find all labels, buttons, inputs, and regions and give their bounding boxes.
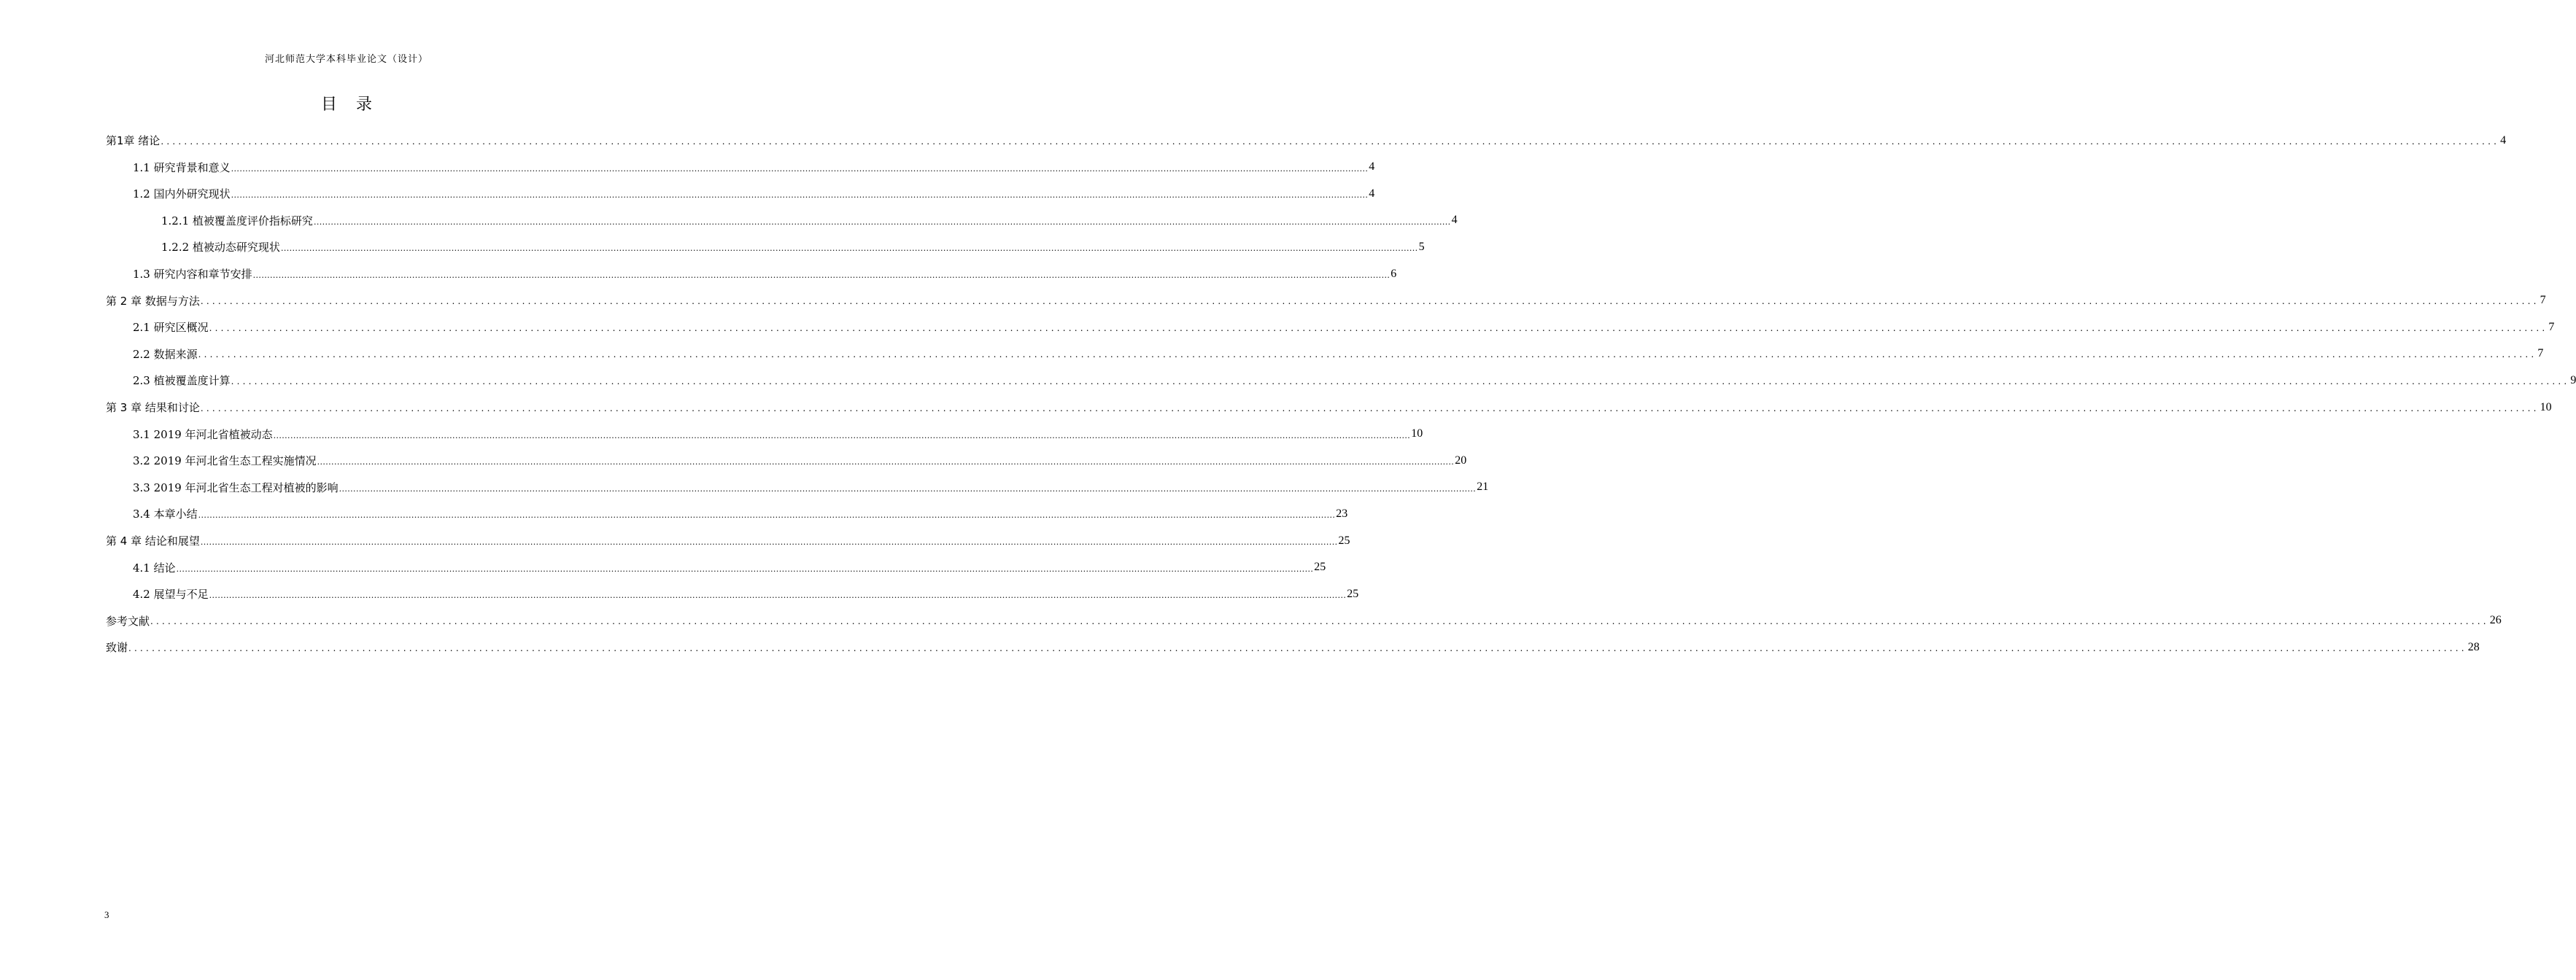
toc-entry-label: 3.2 2019 年河北省生态工程实施情况 [133,454,317,468]
toc-leader-dots: ................................................................................................................................................................................................................................................................................................................................................................................................................ [231,163,1369,174]
toc-entry-label: 3.4 本章小结 [133,508,198,521]
toc-leader-dots: ................................................................................................................................................................................................................................................................................................................................................................................................................ [280,244,1418,254]
toc-leader-dots: ................................................................................................................................................................................................................................................................................................................................................................................................................ [198,349,2537,360]
toc-leader-dots: ................................................................................................................................................................................................................................................................................................................................................................................................................ [209,322,2548,333]
toc-entry-label: 2.2 数据来源 [133,347,198,361]
toc-entry[interactable] [106,527,1350,554]
page-number: 3 [104,909,109,920]
toc-entry-page: 5 [1418,240,1425,253]
toc-entry-label: 致谢 [106,641,128,655]
toc-entry-label: 第 3 章 结果和讨论 [106,401,200,414]
toc-leader-dots: ................................................................................................................................................................................................................................................................................................................................................................................................................ [231,190,1369,201]
toc-entry[interactable] [133,341,2544,368]
toc-leader-dots: ................................................................................................................................................................................................................................................................................................................................................................................................................ [176,564,1314,574]
toc-entry-label: 第1章 绪论 [106,134,160,147]
toc-entry-label: 1.2.1 植被覆盖度评价指标研究 [161,214,313,228]
toc-leader-dots: ................................................................................................................................................................................................................................................................................................................................................................................................................ [317,457,1455,467]
toc-entry[interactable] [106,607,2502,634]
toc-entry-label: 3.1 2019 年河北省植被动态 [133,427,273,441]
toc-entry-page: 4 [1369,160,1375,174]
toc-entry-label: 1.2 国内外研究现状 [133,187,231,201]
toc-entry[interactable] [133,421,1423,448]
toc-title-char-2: 录 [356,96,373,114]
toc-entry[interactable] [161,207,1458,234]
toc-entry[interactable] [106,287,2546,314]
toc-entry-label: 1.2.2 植被动态研究现状 [161,241,280,254]
toc-entry[interactable] [106,394,2552,421]
toc-leader-dots: ................................................................................................................................................................................................................................................................................................................................................................................................................ [198,510,1336,521]
toc-title [0,92,693,114]
toc-leader-dots: ................................................................................................................................................................................................................................................................................................................................................................................................................ [252,271,1391,280]
toc-entry-label: 参考文献 [106,614,150,628]
toc-entry-page: 7 [2537,347,2544,360]
toc-entry-page: 25 [1314,561,1326,574]
toc-entry[interactable] [133,180,1375,207]
toc-entry-page: 10 [1411,427,1423,440]
toc-entry-label: 2.3 植被覆盖度计算 [133,374,231,388]
toc-entry[interactable] [133,554,1326,581]
toc-entry[interactable] [106,127,2507,154]
toc-entry-page: 7 [2548,320,2555,333]
toc-entry-label: 1.3 研究内容和章节安排 [133,268,252,281]
toc-entry[interactable] [133,367,2576,394]
toc-leader-dots: ................................................................................................................................................................................................................................................................................................................................................................................................................ [128,642,2467,653]
toc-leader-dots: ................................................................................................................................................................................................................................................................................................................................................................................................................ [209,591,1347,601]
toc-entry-page: 28 [2467,640,2480,653]
toc-entry[interactable] [133,260,1397,287]
toc-entry-page: 4 [2500,133,2507,147]
toc-leader-dots: ................................................................................................................................................................................................................................................................................................................................................................................................................ [273,430,1411,440]
toc-leader-dots: ................................................................................................................................................................................................................................................................................................................................................................................................................ [313,217,1451,227]
toc-entry[interactable] [133,154,1375,181]
toc-entry[interactable] [133,314,2555,341]
toc-entry-label: 3.3 2019 年河北省生态工程对植被的影响 [133,481,339,494]
toc-entry-page: 23 [1336,507,1348,520]
toc-entry-page: 26 [2489,614,2502,627]
toc-entry[interactable] [161,233,1425,260]
running-header: 河北师范大学本科毕业论文（设计） [264,54,428,65]
toc-entry[interactable] [133,580,1359,607]
toc-leader-dots: ................................................................................................................................................................................................................................................................................................................................................................................................................ [150,616,2489,627]
toc-entry-page: 4 [1451,214,1458,227]
toc-entry[interactable] [106,634,2480,661]
toc-entry-page: 9 [2570,373,2576,386]
toc-leader-dots: ................................................................................................................................................................................................................................................................................................................................................................................................................ [339,483,1477,494]
toc-entry-page: 4 [1369,187,1375,200]
toc-leader-dots: ................................................................................................................................................................................................................................................................................................................................................................................................................ [231,376,2570,386]
toc-entry[interactable] [133,474,1489,501]
toc-entry-page: 10 [2540,400,2552,413]
toc-entry-page: 25 [1347,587,1359,600]
toc-entry-label: 4.2 展望与不足 [133,588,209,602]
toc-title-char-1: 目 [320,96,337,114]
toc-leader-dots: ................................................................................................................................................................................................................................................................................................................................................................................................................ [200,402,2540,413]
toc-leader-dots: ................................................................................................................................................................................................................................................................................................................................................................................................................ [200,537,1338,547]
toc-entry[interactable] [133,447,1467,474]
toc-entry-page: 6 [1391,267,1397,280]
toc-entry-page: 21 [1477,481,1489,494]
toc-entry-page: 7 [2540,294,2546,307]
toc-entry-label: 2.1 研究区概况 [133,321,209,335]
toc-entry-page: 20 [1455,454,1467,467]
toc-entry-label: 第 4 章 结论和展望 [106,534,200,548]
toc-leader-dots: ................................................................................................................................................................................................................................................................................................................................................................................................................ [200,296,2540,307]
toc-entry-label: 1.1 研究背景和意义 [133,160,231,174]
toc-entry-label: 第 2 章 数据与方法 [106,294,200,308]
toc-entry-page: 25 [1338,534,1350,547]
toc-leader-dots: ................................................................................................................................................................................................................................................................................................................................................................................................................ [160,136,2500,147]
toc-entry-label: 4.1 结论 [133,561,176,575]
toc-entry[interactable] [133,500,1348,527]
